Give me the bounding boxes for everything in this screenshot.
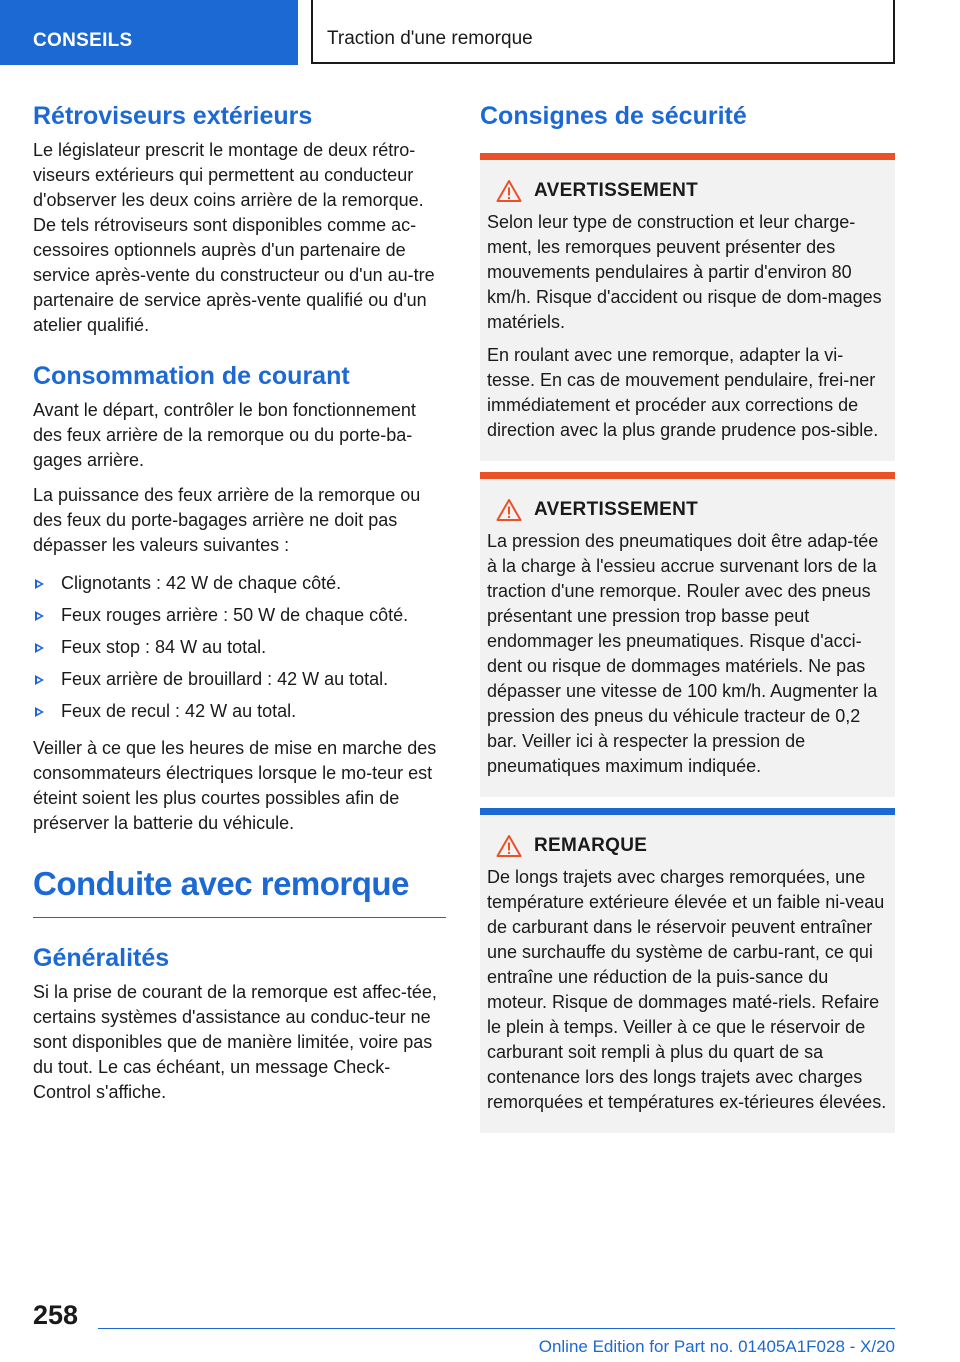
triangle-bullet-icon: [35, 675, 44, 685]
list-item-text: Clignotants : 42 W de chaque côté.: [61, 573, 342, 593]
caution-notice: [480, 808, 895, 1133]
notice-header: [496, 833, 888, 859]
chapter-header: [311, 0, 895, 64]
left-column: [33, 100, 446, 1115]
safety-heading: Consignes de sécurité: [480, 102, 747, 130]
edition-footer: Online Edition for Part no. 01405A1F028 - X/20: [538, 1337, 895, 1356]
notice-header: [496, 497, 888, 523]
notice-text: La pression des pneumatiques doit être adap-tée à la charge à l'essieu accrue survenant lors de la traction d'une remorque. Rouler avec des pneus présentant une pression trop basse peut endommager les pneumatiques. Risque d'acci-dent ou risque de dommages matériels. Ne pas dépasser une vitesse de 100 km/h. Augmenter la pression des pneus du véhicule tracteur de 0,2 bar. Veiller ici à respecter la pression de pneumatiques maximum indiquée.: [487, 531, 879, 776]
section-label: CONSEILS: [33, 30, 133, 51]
list-item: [33, 632, 446, 664]
footer-divider: [98, 1328, 895, 1329]
triangle-bullet-icon: [35, 579, 44, 589]
list-item-text: Feux stop : 84 W au total.: [61, 637, 267, 657]
power-heading: Consommation de courant: [33, 362, 350, 390]
mirrors-heading: Rétroviseurs extérieurs: [33, 102, 313, 130]
general-text: Si la prise de courant de la remorque est affec-tée, certains systèmes d'assistance au conduc-teur ne sont disponibles que de manière limitée, voire pas du tout. Le cas échéant, un message Check-Control s'affiche.: [33, 982, 437, 1102]
notice-title: REMARQUE: [534, 835, 648, 856]
general-heading: Généralités: [33, 944, 170, 972]
list-item: [33, 696, 446, 728]
mirrors-text: Le législateur prescrit le montage de deux rétro-viseurs extérieurs qui permettent au conducteur d'observer les deux coins arrière de la remorque. De tels rétroviseurs sont disponibles comme ac-cessoires optionnels auprès d'un partenaire de service après-vente du constructeur ou d'un au-tre partenaire de service après-vente qualifié ou d'un atelier qualifié.: [33, 140, 435, 335]
list-item-text: Feux rouges arrière : 50 W de chaque côté.: [61, 605, 409, 625]
triangle-bullet-icon: [35, 611, 44, 621]
warning-triangle-icon: [496, 834, 522, 858]
notice-text: Selon leur type de construction et leur charge-ment, les remorques peuvent présenter des mouvements pendulaires à partir d'environ 80 km/h. Risque d'accident ou risque de dom-mages matériels.: [487, 212, 882, 332]
list-item-text: Feux arrière de brouillard : 42 W au total.: [61, 669, 389, 689]
warning-notice-1: [480, 153, 895, 461]
power-intro-1: Avant le départ, contrôler le bon fonctionnement des feux arrière de la remorque ou du porte-ba-gages arrière.: [33, 400, 416, 470]
heading-divider: [33, 917, 446, 918]
triangle-bullet-icon: [35, 707, 44, 717]
list-item: [33, 600, 446, 632]
warning-triangle-icon: [496, 498, 522, 522]
notice-title: AVERTISSEMENT: [534, 499, 699, 520]
page-number: 258: [33, 1300, 79, 1330]
triangle-bullet-icon: [35, 643, 44, 653]
list-item: [33, 568, 446, 600]
list-item: [33, 664, 446, 696]
right-column: [480, 100, 895, 1144]
list-item-text: Feux de recul : 42 W au total.: [61, 701, 297, 721]
power-intro-2: La puissance des feux arrière de la remorque ou des feux du porte-bagages arrière ne doit pas dépasser les valeurs suivantes :: [33, 485, 421, 555]
notice-text: En roulant avec une remorque, adapter la vi-tesse. En cas de mouvement pendulaire, frei-ner immédiatement et procéder aux corrections de direction avec la plus grande prudence pos-sible.: [487, 345, 879, 440]
warning-triangle-icon: [496, 179, 522, 203]
chapter-title: Traction d'une remorque: [327, 28, 533, 49]
power-limits-list: [33, 568, 446, 728]
driving-heading: Conduite avec remorque: [33, 865, 409, 902]
warning-notice-2: [480, 472, 895, 797]
notice-text: De longs trajets avec charges remorquées, une température extérieure élevée et un faible ni-veau de carburant dans le réservoir peuvent entraîner une surchauffe du système de carbu-rant, ce qui entraîne une réduction de la puis-sance du moteur. Risque de dommages maté-riels. Refaire le plein à temps. Veiller à ce que le réservoir de carburant soit rempli à plus du quart de sa contenance lors des longs trajets avec charges remorquées et températures ex-térieures élevées.: [487, 867, 887, 1112]
power-outro: Veiller à ce que les heures de mise en marche des consommateurs électriques lorsque le mo-teur est éteint soient les plus courtes possibles afin de préserver la batterie du véhicule.: [33, 738, 437, 833]
notice-title: AVERTISSEMENT: [534, 180, 699, 201]
notice-header: [496, 178, 888, 204]
section-tab: [0, 0, 298, 65]
